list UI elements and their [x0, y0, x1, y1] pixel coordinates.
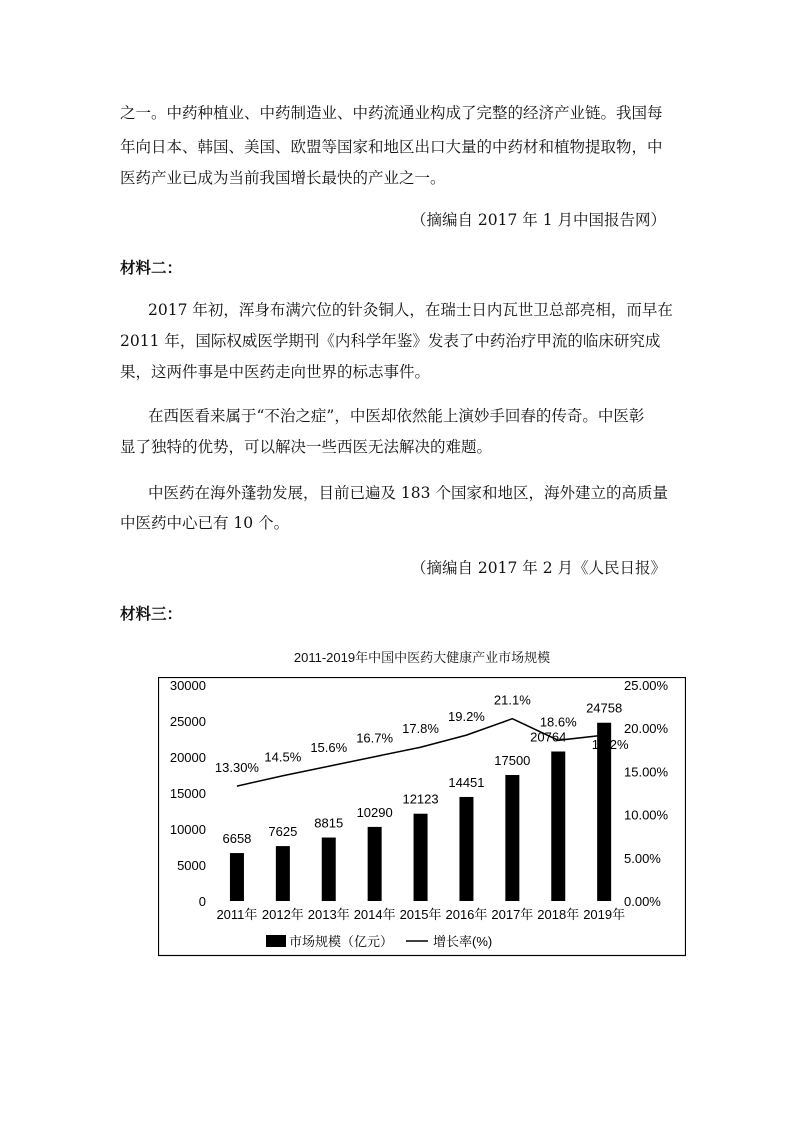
- bar-value-label: 14451: [448, 774, 485, 790]
- text-line: 之一。中药种植业、中药制造业、中药流通业构成了完整的经济产业链。我国每: [120, 104, 663, 122]
- text-line: 显了独特的优势，可以解决一些西医无法解决的难题。: [120, 438, 493, 456]
- y-left-tick-label: 20000: [169, 750, 206, 765]
- bar: [230, 853, 244, 901]
- x-tick-label: 2011年: [216, 907, 258, 922]
- legend-bar-swatch: [266, 935, 286, 947]
- bar-value-label: 20764: [530, 729, 567, 745]
- section-heading: 材料二：: [120, 258, 183, 277]
- bar-value-label: 6658: [222, 831, 252, 847]
- bar: [551, 751, 565, 901]
- bar: [368, 827, 382, 901]
- x-tick-label: 2013年: [307, 907, 350, 922]
- growth-rate-label: 19.2%: [448, 709, 485, 725]
- bar-value-label: 7625: [268, 824, 298, 840]
- bar: [414, 814, 428, 901]
- text-line: 年向日本、韩国、美国、欧盟等国家和地区出口大量的中药材和植物提取物，中: [120, 138, 663, 156]
- y-left-tick-label: 0: [198, 894, 206, 909]
- section-heading: 材料三：: [120, 604, 183, 623]
- bar: [505, 775, 519, 901]
- growth-rate-label: 21.1%: [493, 692, 531, 708]
- text-line: 中医药中心已有 10 个。: [120, 514, 290, 532]
- y-left-tick-label: 5000: [177, 858, 206, 873]
- source-citation: （摘编自 2017 年 1 月中国报告网）: [410, 211, 666, 229]
- y-right-tick-label: 15.00%: [624, 764, 669, 780]
- bar: [276, 846, 290, 901]
- bar-value-label: 24758: [586, 700, 623, 716]
- y-right-tick-label: 20.00%: [624, 721, 669, 737]
- bar-value-label: 8815: [314, 815, 344, 831]
- x-tick-label: 2017年: [491, 907, 534, 922]
- bar: [459, 797, 473, 901]
- growth-rate-label: 17.8%: [402, 721, 439, 737]
- text-line: 医药产业已成为当前我国增长最快的产业之一。: [120, 169, 446, 187]
- legend-line-label: 增长率(%): [433, 934, 493, 949]
- growth-rate-label: 14.5%: [264, 749, 302, 765]
- y-right-tick-label: 10.00%: [624, 807, 669, 823]
- y-left-tick-label: 25000: [169, 714, 206, 729]
- bar-value-label: 17500: [494, 753, 531, 768]
- growth-rate-label: 15.6%: [310, 740, 348, 756]
- y-left-tick-label: 15000: [169, 786, 206, 801]
- bar-value-label: 10290: [356, 804, 393, 820]
- text-line: 2011 年，国际权威医学期刊《内科学年鉴》发表了中药治疗甲流的临床研究成: [120, 332, 661, 350]
- growth-rate-label: 18.6%: [539, 714, 577, 730]
- bar: [322, 838, 336, 901]
- x-tick-label: 2018年: [537, 907, 580, 922]
- growth-rate-label: 19.2%: [591, 737, 629, 753]
- x-tick-label: 2012年: [261, 907, 304, 922]
- source-citation: （摘编自 2017 年 2 月《人民日报》: [410, 559, 666, 577]
- bar-value-label: 12123: [402, 791, 439, 807]
- market-size-chart: [158, 677, 686, 957]
- text-line: 2017 年初，浑身布满穴位的针灸铜人，在瑞士日内瓦世卫总部亮相，而早在: [148, 301, 673, 319]
- x-tick-label: 2014年: [353, 907, 396, 922]
- y-right-tick-label: 5.00%: [624, 850, 661, 866]
- y-right-tick-label: 0.00%: [624, 894, 661, 909]
- legend-bar-label: 市场规模（亿元）: [289, 934, 394, 949]
- x-tick-label: 2019年: [583, 907, 626, 922]
- y-right-tick-label: 25.00%: [624, 678, 669, 693]
- text-line: 果，这两件事是中医药走向世界的标志事件。: [120, 363, 431, 381]
- chart-title: 2011-2019年中国中医药大健康产业市场规模: [293, 650, 551, 665]
- x-tick-label: 2016年: [445, 907, 488, 922]
- growth-rate-label: 16.7%: [356, 730, 394, 746]
- text-line: 中医药在海外蓬勃发展，目前已遍及 183 个国家和地区，海外建立的高质量: [148, 484, 668, 502]
- x-tick-label: 2015年: [399, 907, 442, 922]
- y-left-tick-label: 10000: [169, 822, 206, 837]
- text-line: 在西医看来属于“不治之症”，中医却依然能上演妙手回春的传奇。中医彰: [148, 407, 645, 425]
- growth-rate-label: 13.30%: [214, 760, 259, 776]
- y-left-tick-label: 30000: [169, 678, 206, 693]
